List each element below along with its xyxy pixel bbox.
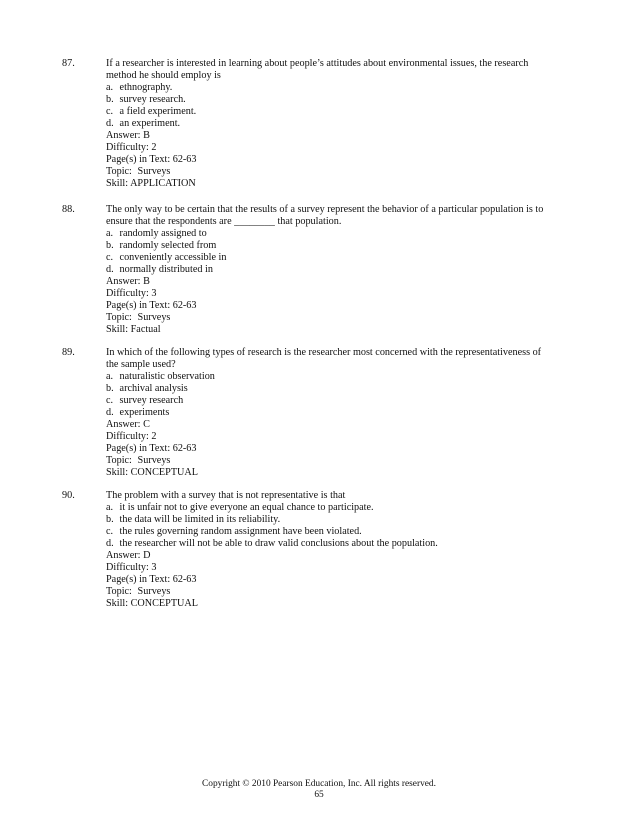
option-letter: d. [106, 407, 114, 418]
topic-value: Surveys [137, 455, 171, 466]
answer-option [106, 526, 546, 538]
answer-option [106, 371, 546, 383]
answer-line: Answer: D [106, 550, 151, 561]
skill-line: Skill: CONCEPTUAL [106, 598, 198, 609]
option-letter: a. [106, 82, 114, 93]
page-number: 65 [314, 790, 324, 800]
topic-line [106, 455, 546, 467]
topic-line [106, 312, 546, 324]
option-letter: b. [106, 240, 114, 251]
question-body [106, 58, 546, 190]
option-letter: c. [106, 395, 114, 406]
answer-option [106, 407, 546, 419]
pages-line: Page(s) in Text: 62-63 [106, 574, 197, 585]
option-letter: a. [106, 228, 114, 239]
topic-value: Surveys [137, 586, 171, 597]
answer-option [106, 502, 546, 514]
answer-option [106, 82, 546, 94]
pages-line: Page(s) in Text: 62-63 [106, 300, 197, 311]
option-text: archival analysis [119, 383, 188, 394]
page-footer [0, 779, 638, 801]
option-letter: a. [106, 502, 114, 513]
question-stem-line: The problem with a survey that is not representative is that [106, 490, 346, 501]
difficulty-line: Difficulty: 3 [106, 288, 157, 299]
option-letter: d. [106, 538, 114, 549]
answer-line: Answer: B [106, 130, 150, 141]
difficulty-line: Difficulty: 3 [106, 562, 157, 573]
difficulty-line: Difficulty: 2 [106, 431, 157, 442]
option-text: a field experiment. [119, 106, 197, 117]
topic-label: Topic: [106, 166, 132, 177]
question-number: 90. [62, 490, 75, 501]
answer-option [106, 395, 546, 407]
question-number: 89. [62, 347, 75, 358]
option-text: an experiment. [119, 118, 181, 129]
option-text: normally distributed in [119, 264, 213, 275]
question-stem-line: The only way to be certain that the results of a survey represent the behavior of a particular population is to [106, 204, 544, 215]
skill-line: Skill: Factual [106, 324, 161, 335]
answer-option [106, 94, 546, 106]
answer-option [106, 106, 546, 118]
answer-line: Answer: C [106, 419, 150, 430]
question-body [106, 204, 546, 336]
question-body [106, 347, 546, 479]
answer-option [106, 252, 546, 264]
option-letter: a. [106, 371, 114, 382]
option-letter: c. [106, 106, 114, 117]
option-text: survey research. [119, 94, 186, 105]
option-letter: b. [106, 94, 114, 105]
copyright-notice: Copyright © 2010 Pearson Education, Inc. All rights reserved. [202, 779, 436, 789]
question-body [106, 490, 546, 610]
pages-line: Page(s) in Text: 62-63 [106, 154, 197, 165]
answer-option [106, 383, 546, 395]
option-text: the rules governing random assignment have been violated. [119, 526, 362, 537]
option-letter: c. [106, 252, 114, 263]
skill-line: Skill: CONCEPTUAL [106, 467, 198, 478]
option-text: conveniently accessible in [119, 252, 227, 263]
option-text: the data will be limited in its reliability. [119, 514, 281, 525]
answer-option [106, 228, 546, 240]
answer-option [106, 118, 546, 130]
question-stem-line: the sample used? [106, 359, 176, 370]
topic-label: Topic: [106, 586, 132, 597]
difficulty-line: Difficulty: 2 [106, 142, 157, 153]
option-text: experiments [119, 407, 170, 418]
question-stem-line: If a researcher is interested in learning about people’s attitudes about environmental issues, the research [106, 58, 529, 69]
topic-value: Surveys [137, 312, 171, 323]
skill-line: Skill: APPLICATION [106, 178, 196, 189]
answer-option [106, 514, 546, 526]
question-stem-line: ensure that the respondents are ________ that population. [106, 216, 342, 227]
option-letter: b. [106, 514, 114, 525]
topic-line [106, 586, 546, 598]
topic-label: Topic: [106, 312, 132, 323]
option-text: naturalistic observation [119, 371, 215, 382]
answer-option [106, 264, 546, 276]
option-text: ethnography. [119, 82, 173, 93]
question-number: 88. [62, 204, 75, 215]
option-letter: c. [106, 526, 114, 537]
option-text: the researcher will not be able to draw valid conclusions about the population. [119, 538, 438, 549]
topic-value: Surveys [137, 166, 171, 177]
pages-line: Page(s) in Text: 62-63 [106, 443, 197, 454]
question-stem-line: method he should employ is [106, 70, 221, 81]
option-letter: d. [106, 264, 114, 275]
option-text: it is unfair not to give everyone an equal chance to participate. [119, 502, 374, 513]
answer-line: Answer: B [106, 276, 150, 287]
answer-option [106, 538, 546, 550]
topic-line [106, 166, 546, 178]
option-text: survey research [119, 395, 184, 406]
option-text: randomly selected from [119, 240, 217, 251]
option-letter: b. [106, 383, 114, 394]
question-stem-line: In which of the following types of research is the researcher most concerned with the representativeness of [106, 347, 542, 358]
answer-option [106, 240, 546, 252]
option-letter: d. [106, 118, 114, 129]
option-text: randomly assigned to [119, 228, 207, 239]
topic-label: Topic: [106, 455, 132, 466]
question-number: 87. [62, 58, 75, 69]
